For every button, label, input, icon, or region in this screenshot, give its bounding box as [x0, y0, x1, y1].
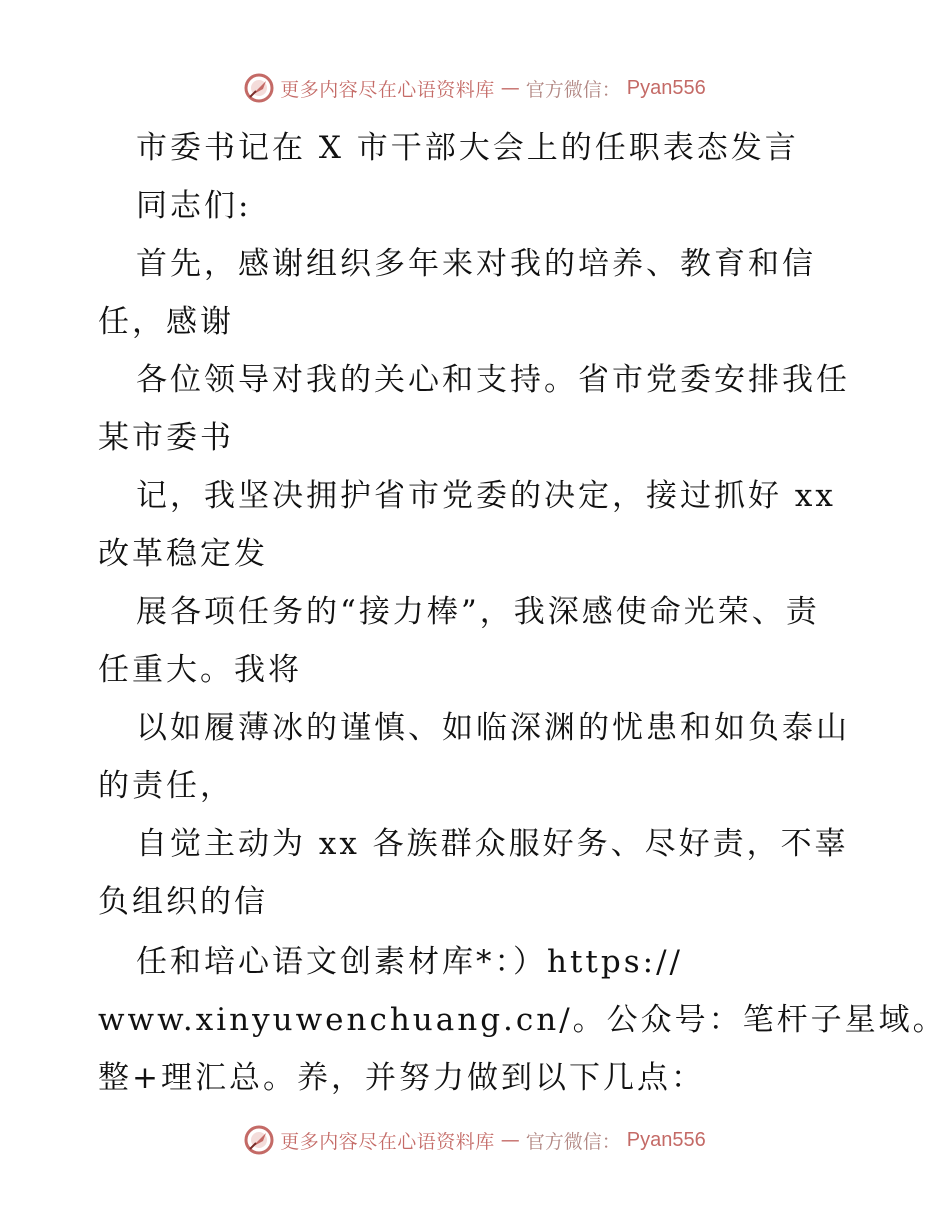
body-line: 任重大。我将	[98, 652, 302, 688]
banner-wechat-id: Pyan556	[626, 76, 706, 99]
banner-wechat-label: 官方微信：	[525, 78, 621, 101]
body-line: 负组织的信	[98, 884, 268, 920]
body-line: 某市委书	[98, 420, 234, 456]
body-line: 自觉主动为 xx 各族群众服好务、尽好责，不辜	[136, 826, 849, 862]
body-line: 记，我坚决拥护省市党委的决定，接过抓好 xx	[136, 478, 836, 514]
body-line: 任，感谢	[98, 304, 234, 340]
document-title: 市委书记在 X 市干部大会上的任职表态发言	[136, 130, 799, 166]
body-line: 的责任，	[98, 768, 234, 804]
header-banner	[0, 70, 950, 106]
banner-brand-text: 更多内容尽在心语资料库	[280, 1130, 495, 1153]
banner-brand-text: 更多内容尽在心语资料库	[280, 78, 495, 101]
body-line: 以如履薄冰的谨慎、如临深渊的忧患和如负泰山	[136, 710, 850, 746]
body-line-link: www.xinyuwenchuang.cn/。公众号：笔杆子星域。	[98, 1002, 947, 1038]
body-line: 首先，感谢组织多年来对我的培养、教育和信	[136, 246, 816, 282]
banner-wechat-label: 官方微信：	[525, 1130, 621, 1153]
body-line: 改革稳定发	[98, 536, 268, 572]
quill-logo-icon	[244, 73, 274, 103]
quill-logo-icon	[244, 1125, 274, 1155]
body-line: 展各项任务的“接力棒”，我深感使命光荣、责	[136, 594, 820, 630]
banner-dash: —	[500, 77, 520, 99]
body-line: 任和培心语文创素材库*：）https://	[136, 944, 683, 980]
body-line: 整+理汇总。养，并努力做到以下几点：	[98, 1060, 705, 1096]
salutation: 同志们:	[136, 188, 252, 224]
body-line: 各位领导对我的关心和支持。省市党委安排我任	[136, 362, 850, 398]
footer-banner	[0, 1122, 950, 1158]
banner-wechat-id: Pyan556	[626, 1128, 706, 1151]
banner-dash: —	[500, 1129, 520, 1151]
